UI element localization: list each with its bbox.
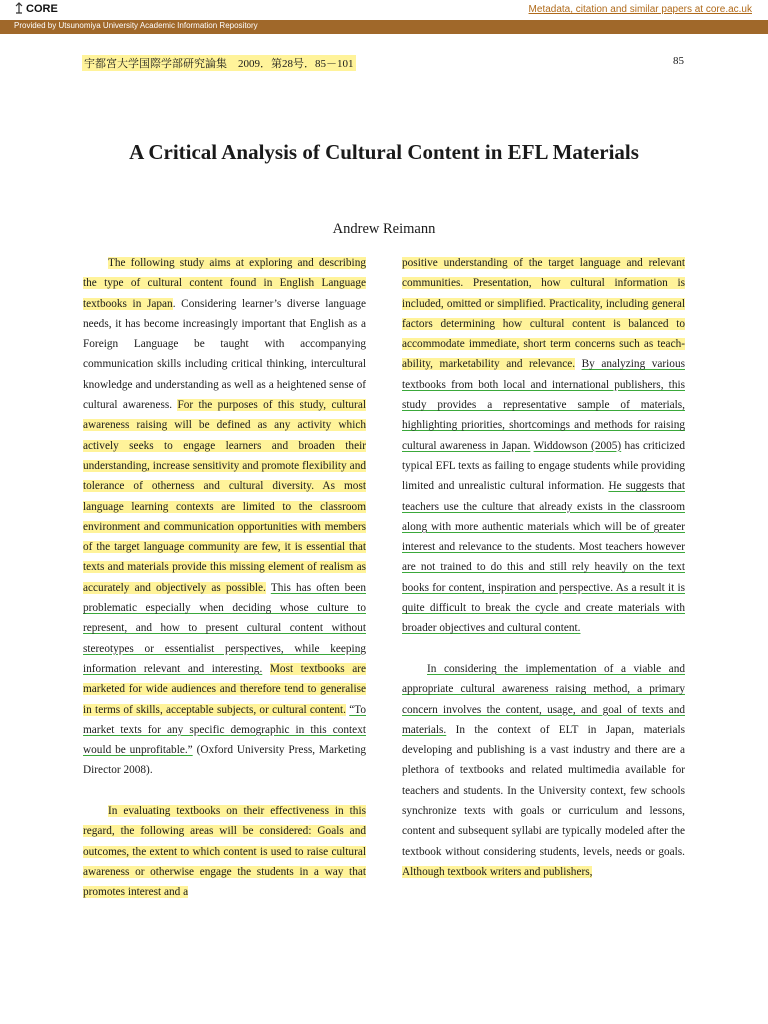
- provided-by-text[interactable]: Provided by Utsunomiya University Academic Information Repository: [14, 21, 258, 30]
- text-segment: [262, 663, 270, 675]
- core-banner: [0, 0, 768, 21]
- highlighted-text: In evaluating textbooks on their effectiveness in this regard, the following areas will be considered: Goals and outcomes, the extent to which content is used to raise cultural awareness or otherwise engage the students in a way that promotes interest and a: [83, 805, 366, 899]
- highlighted-text: For the purposes of this study, cultural awareness raising will be defined as any activity which actively seeks to engage learners and broaden their understanding, increase sensitivity and promote flexibility and tolerance of otherness and cultural diversity. As most language learning contexts are limited to the classroom environment and communication opportunities with members of the target language community are few, it is essential that texts and materials provide this missing element of realism as accurately and objectively as possible.: [83, 399, 366, 594]
- core-logo-text: CORE: [26, 3, 58, 15]
- highlighted-text: positive understanding of the target language and relevant communities. Presentation, how cultural information is included, omitted or simplified. Practicality, including general factors determining how cultural content is balanced to accommodate immediate, short term concerns such as teach-ability, marketability and relevance.: [402, 257, 685, 371]
- underlined-text: This has often been problematic especially when deciding whose culture to represent, and how to present cultural content without stereotypes or essentialist perspectives, while keeping information relevant and interesting.: [83, 581, 366, 675]
- underlined-text: In considering the implementation of a viable and appropriate cultural awareness raising method, a primary concern involves the content, usage, and goal of texts and materials.: [402, 662, 685, 736]
- text-segment: In the context of ELT in Japan, materials developing and publishing is a vast industry and there are a plethora of textbooks and related multimedia available for teachers and students. In the University context, few schools synchronize texts with goals or curriculum and lessons, content and subsequent syllabi are typically modeled after the textbook without considering students, levels, needs or goals.: [402, 723, 685, 858]
- paragraph: [402, 659, 685, 882]
- core-metadata-link[interactable]: Metadata, citation and similar papers at core.ac.uk: [528, 4, 752, 15]
- paper-title: A Critical Analysis of Cultural Content in EFL Materials: [129, 140, 639, 164]
- highlighted-text: Most textbooks are marketed for wide audiences and therefore tend to generalise in terms of skills, acceptable subjects, or cultural content.: [83, 662, 366, 716]
- author-name: Andrew Reimann: [332, 221, 436, 237]
- left-column: [83, 253, 366, 903]
- core-logo[interactable]: [14, 2, 58, 15]
- text-segment: has criticized typical EFL texts as failing to engage students while providing limited and unrealistic cultural information.: [402, 439, 686, 493]
- text-segment: (Oxford University Press, Marketing Director 2008).: [83, 744, 366, 777]
- text-segment: . Considering learner’s diverse language needs, it has become increasingly important that English as a Foreign Language be taught with accompanying communication skills including critical thinking, intercultural knowledge and understanding as well as a heightened sense of cultural awareness.: [83, 297, 366, 412]
- highlighted-text: Although textbook writers and publishers,: [402, 865, 593, 878]
- highlighted-text: The following study aims at exploring and describing the type of cultural content found in English Language textbooks in Japan: [83, 257, 366, 310]
- underlined-text: He suggests that teachers use the culture that already exists in the classroom along with more authentic materials which will be of greater interest and relevance to the students. Most teachers however are not trained to do this and still rely heavily on the text books for content, inspiration and perspective. As a result it is quite difficult to break the cycle and create materials with broader objectives and cultural content.: [402, 480, 685, 635]
- underlined-text: Widdowson (2005): [533, 439, 622, 452]
- journal-header: 宇都宮大学国際学部研究論集 2009．第28号．85－101: [82, 55, 356, 71]
- paragraph: [83, 801, 366, 902]
- provided-by-bar: [0, 20, 768, 34]
- paragraph: [83, 253, 366, 781]
- right-column: [402, 253, 685, 882]
- underlined-text: By analyzing various textbooks from both local and international publishers, this study provides a representative sample of materials, highlighting priorities, shortcomings and methods for raising cultural awareness in Japan.: [402, 358, 685, 452]
- core-logo-icon: [14, 2, 24, 14]
- page-number: 85: [673, 55, 684, 67]
- underlined-text: “To market texts for any specific demographic in this context would be unprofitable.”: [83, 703, 366, 757]
- paragraph: [402, 253, 685, 639]
